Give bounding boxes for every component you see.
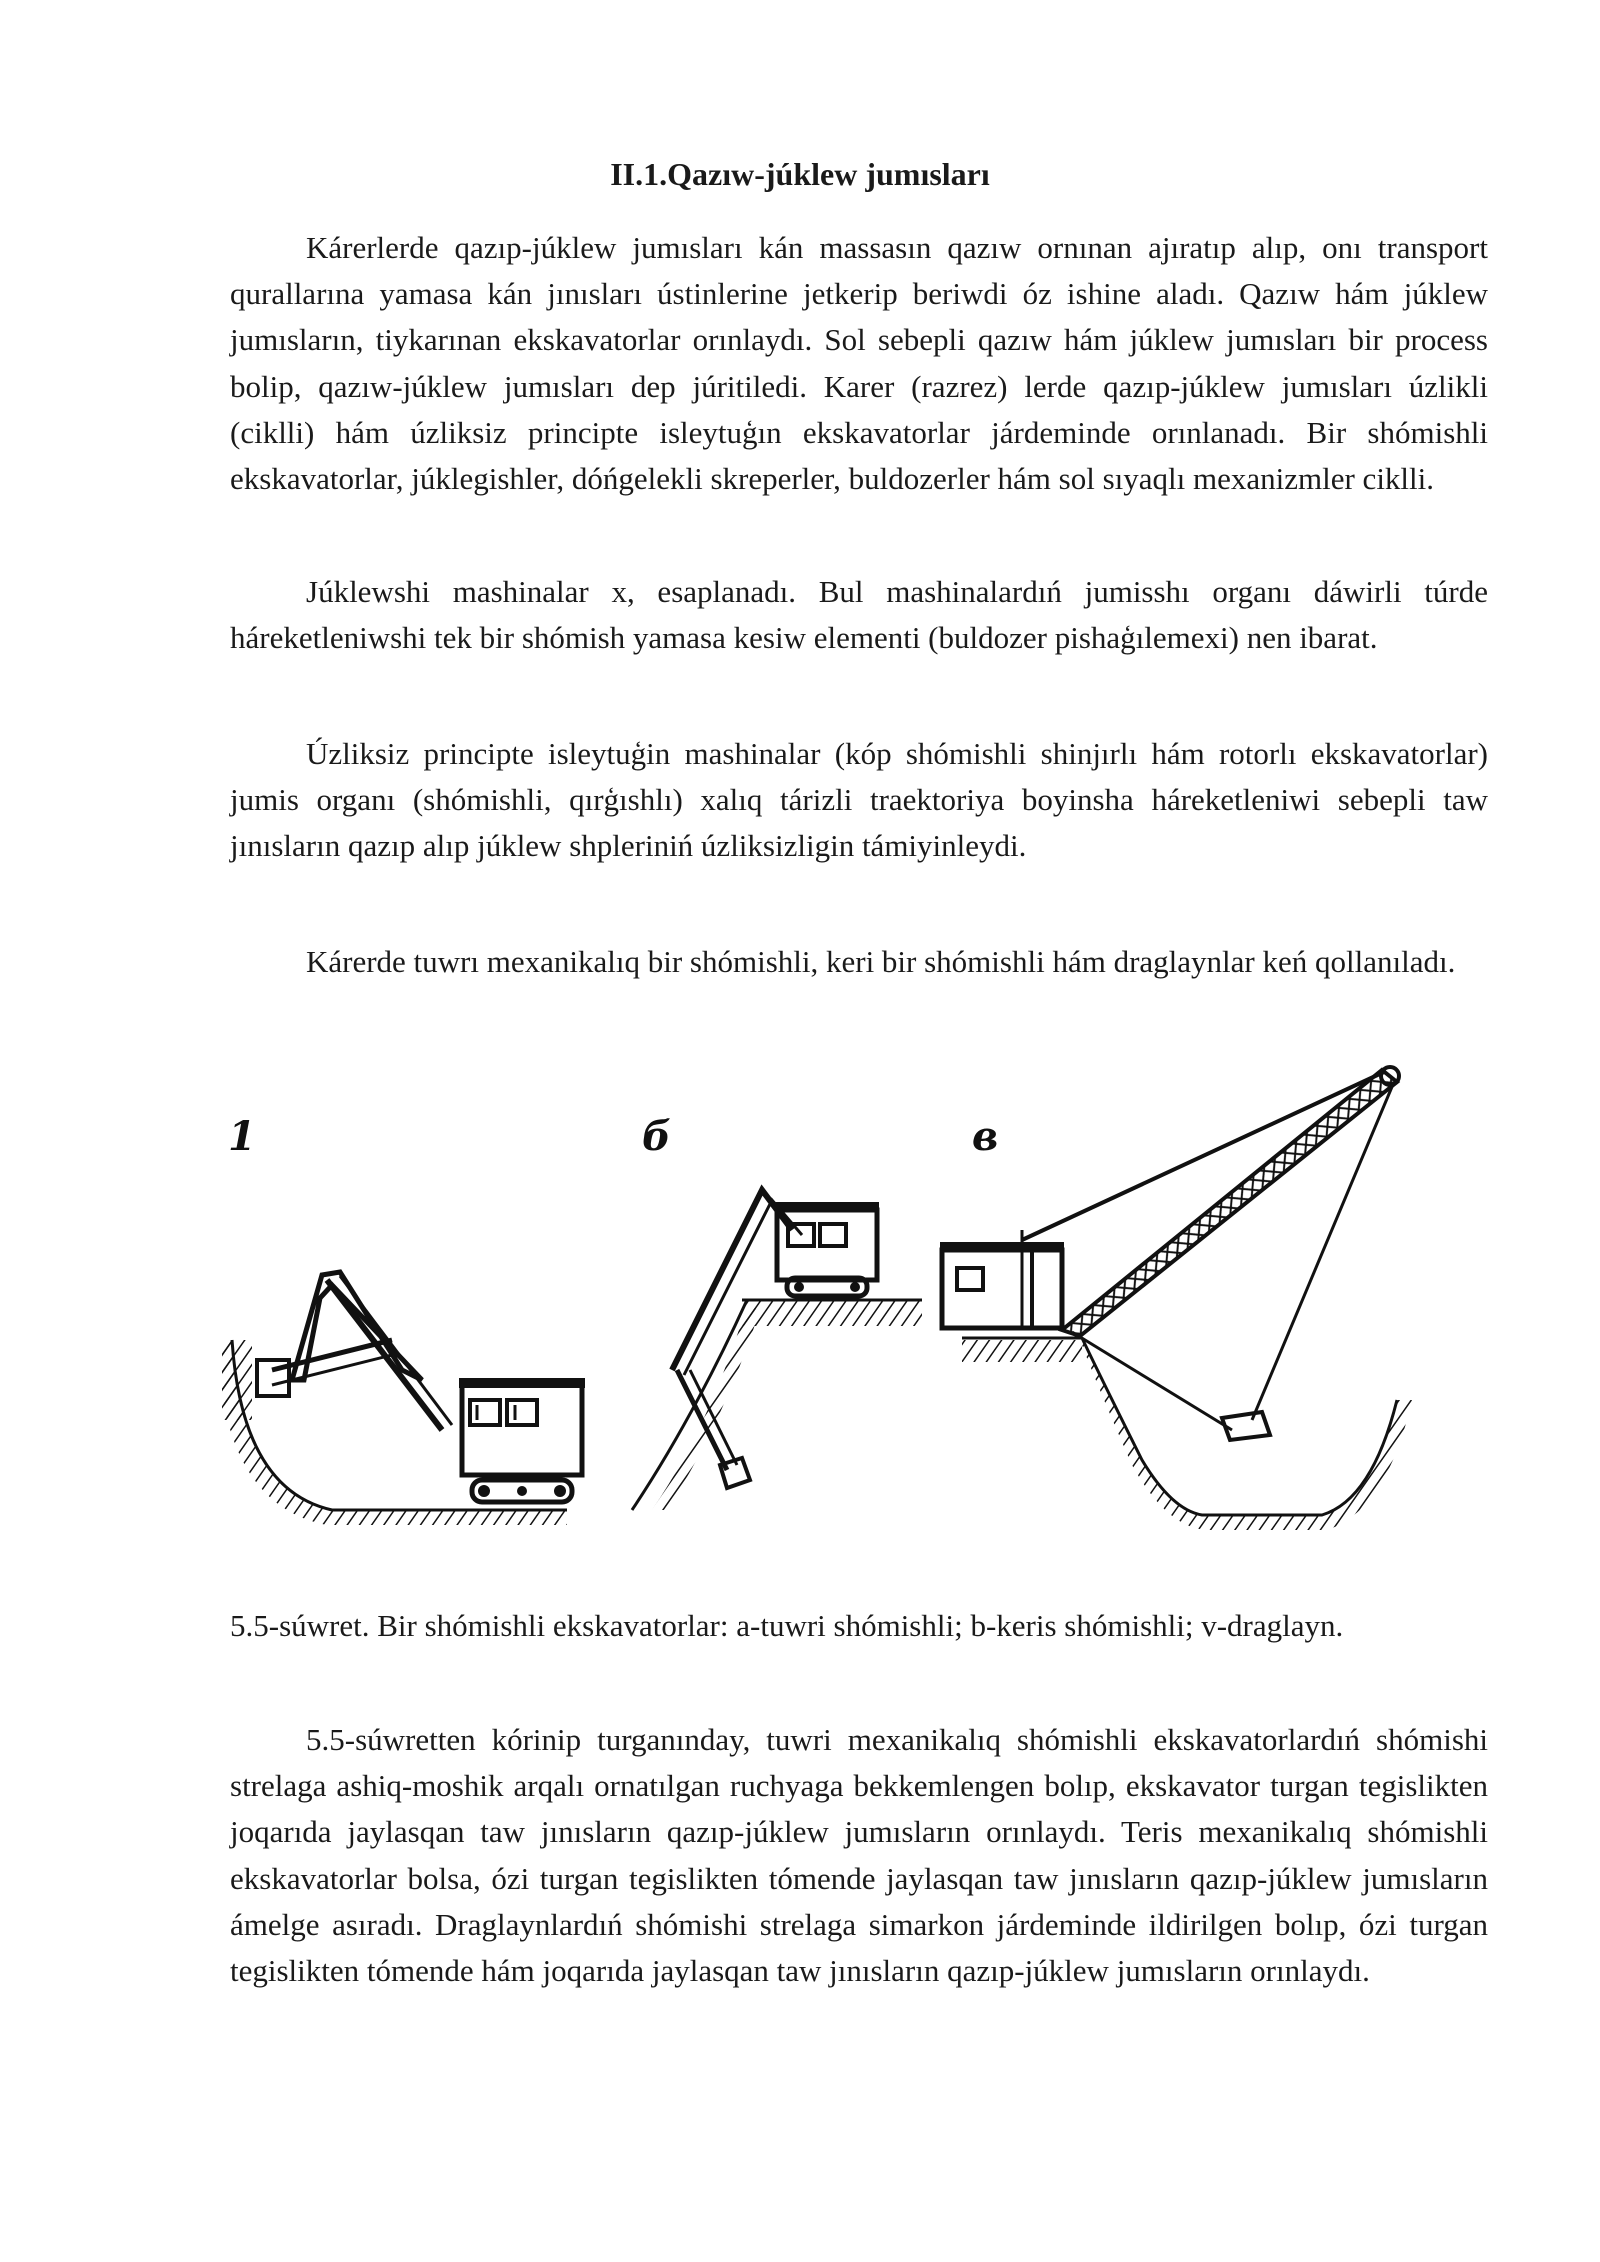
paragraph-2: Júklewshi mashinalar x, esaplanadı. Bul mashinalardıń jumisshı organı dáwirli túrde háreketleniwshi tek bir shómish yamasa kesiw elementi (buldozer pishaģılemexi) nen ibarat. — [230, 574, 1488, 656]
figure-label-b: б — [642, 1113, 671, 1160]
paragraph-1: Kárerlerde qazıp-júklew jumısları kán massasın qazıw ornınan ajıratıp alıp, onı transport qurallarına yamasa kán jınısları ústinlerine jetkerip beriwdi óz ishine aladı. Qazıw hám júklew jumısların, tiykarınan ekskavatorlar orınlaydı. Sol sebepli qazıw hám júklew jumısları bir process bolip, qazıw-júklew jumısları dep júritiledi. Karer (razrez) lerde qazıp-júklew jumısları úzlikli (ciklli) hám úzliksiz principte isleytuģın ekskavatorlar járdeminde orınlanadı. Bir shómishli ekskavatorlar, júklegishler, dóńgelekli skreperler, buldozerler hám sol sıyaqlı mexanizmler ciklli. — [230, 230, 1488, 497]
paragraph-3: Úzliksiz principte isleytuģin mashinalar (kóp shómishli shinjırlı hám rotorlı ekskavatorlar) jumis organı (shómishli, qırģıshlı) xalıq tárizli traektoriya boyinsha háreketleniwi sebepli taw jınısların qazıp alıp júklew shpleriniń úzliksizligin támiyinleydi. — [230, 736, 1488, 864]
excavator-figure — [222, 1040, 1432, 1580]
figure-label-v: в — [972, 1113, 999, 1160]
figure-label-a: 1 — [228, 1113, 256, 1160]
figure-caption: 5.5-súwret. Bir shómishli ekskavatorlar: a-tuwri shómishli; b-keris shómishli; v-draglayn. — [230, 1608, 1344, 1643]
section-title: II.1.Qazıw-júklew jumısları — [610, 156, 990, 192]
paragraph-4: Kárerde tuwrı mexanikalıq bir shómishli, keri bir shómishli hám draglaynlar keń qollanıladı. — [306, 944, 1456, 979]
paragraph-5: 5.5-súwretten kórinip turganınday, tuwri mexanikalıq shómishli ekskavatorlardıń shómishi strelaga ashiq-moshik arqalı ornatılgan ruchyaga bekkemlengen bolıp, ekskavator turgan tegislikten joqarıda jaylasqan taw jınısların qazıp-júklew jumısların orınlaydı. Teris mexanikalıq shómishli ekskavatorlar bolsa, ózi turgan tegislikten tómende jaylasqan taw jınısların qazıp-júklew jumısların ámelge asıradı. Draglaynlardıń shómishi strelaga simarkon járdeminde ildirilgen bolıp, ózi turgan tegislikten tómende hám joqarıda jaylasqan taw jınısların qazıp-júklew jumısların orınlaydı. — [230, 1722, 1488, 1989]
backhoe-drawing — [632, 1190, 922, 1510]
front-shovel-drawing — [222, 1272, 585, 1525]
dragline-drawing — [940, 1067, 1412, 1530]
